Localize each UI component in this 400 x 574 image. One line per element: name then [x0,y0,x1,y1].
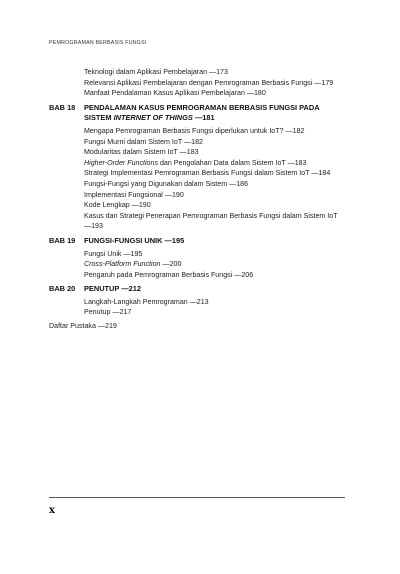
toc-entry: Penutup — 217 [0,307,342,318]
toc-entry: Mengapa Pemrograman Berbasis Fungsi diperlukan untuk IoT? — 182 [0,126,342,137]
toc-entry: Strategi Implementasi Pemrograman Berbasis Fungsi dalam Sistem IoT — 184 [0,168,342,179]
chapter-bab-18 [0,103,400,232]
chapter-title: FUNGSI-FUNGSI UNIK — 195 [0,236,346,247]
toc-entry: Fungsi Unik — 195 [0,249,342,260]
table-of-contents [0,67,400,332]
toc-entry: Implementasi Fungsional — 190 [0,190,342,201]
chapter-label: BAB 19 [49,235,76,245]
toc-entry: Langkah-Langkah Pemrograman — 213 [0,297,342,308]
chapter-bab-19 [0,236,400,280]
toc-entry: Teknologi dalam Aplikasi Pembelajaran — 173 [0,67,342,78]
toc-entry: Fungsi Murni dalam Sistem IoT — 182 [0,137,342,148]
toc-entry: Pengaruh pada Pemrograman Berbasis Fungsi — 206 [0,270,342,281]
bibliography-entry: Daftar Pustaka — 219 [0,321,400,332]
continued-entries [0,67,400,99]
chapter-title: PENDALAMAN KASUS PEMROGRAMAN BERBASIS FUNGSI PADA SISTEM INTERNET OF THINGS — 181 [0,103,346,124]
chapter-label: BAB 20 [49,284,76,294]
toc-entry: Kasus dan Strategi Penerapan Pemrograman Berbasis Fungsi dalam Sistem IoT — 193 [0,211,342,232]
toc-entry: Kode Lengkap — 190 [0,200,342,211]
toc-entry: Higher-Order Functions dan Pengolahan Data dalam Sistem IoT — 183 [0,158,342,169]
chapter-bab-20 [0,284,400,318]
chapter-title: PENUTUP — 212 [0,284,346,295]
toc-entry: Manfaat Pendalaman Kasus Aplikasi Pembelajaran — 180 [0,88,342,99]
chapter-label: BAB 18 [49,102,76,112]
toc-entry: Relevansi Aplikasi Pembelajaran dengan Pemrograman Berbasis Fungsi — 179 [0,78,342,89]
running-head: PEMROGRAMAN BERBASIS FUNGSI [49,40,147,46]
toc-entry: Modularitas dalam Sistem IoT — 183 [0,147,342,158]
footer-rule [49,497,345,498]
page-number: x [49,505,55,516]
toc-entry: Fungsi-Fungsi yang Digunakan dalam Sistem — 186 [0,179,342,190]
toc-entry: Cross-Platform Function — 200 [0,259,342,270]
